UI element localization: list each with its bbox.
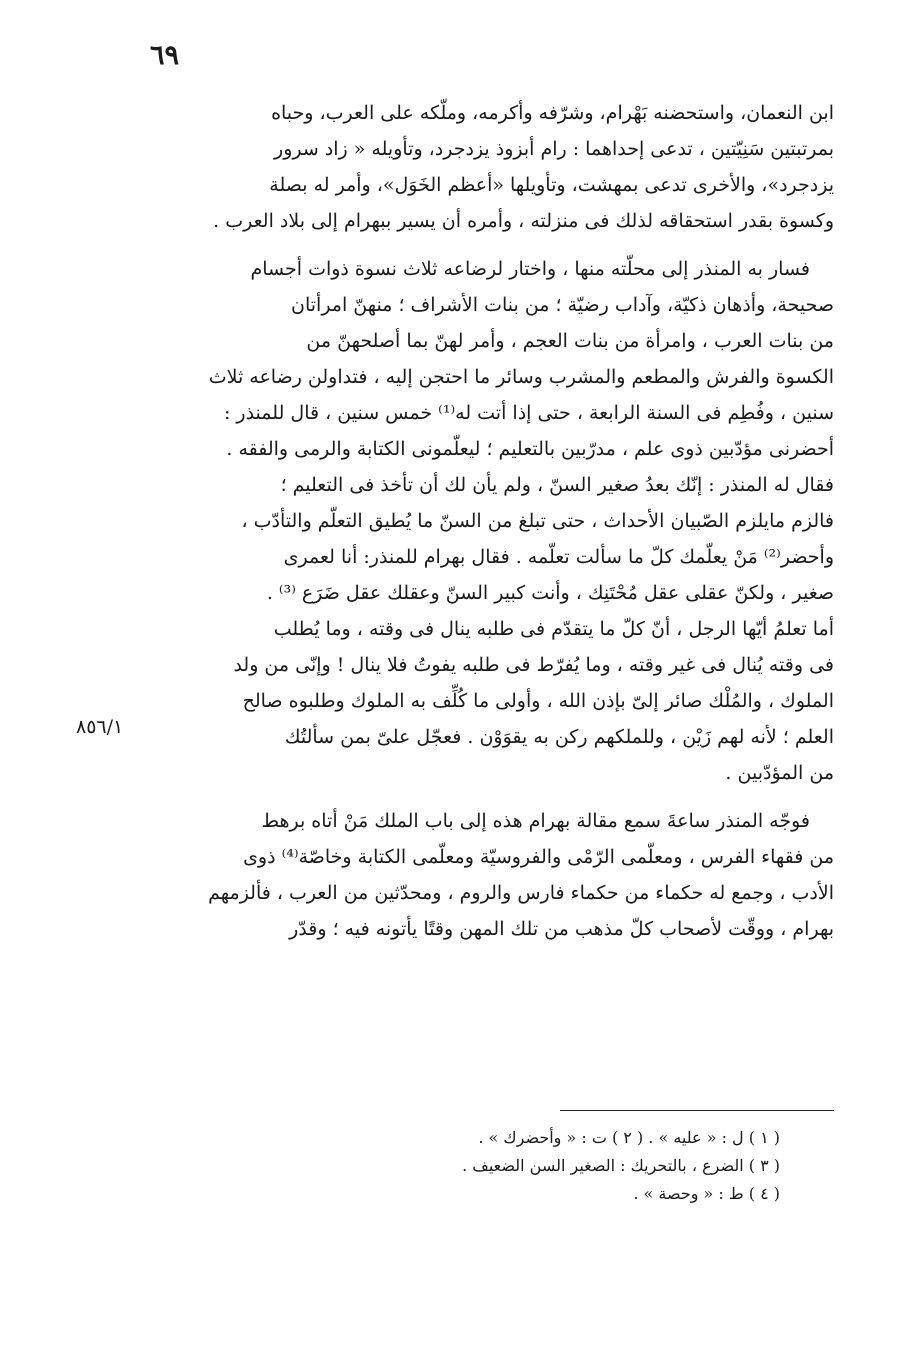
text-line: فى وقته يُنال فى غير وقته ، وما يُفرّط فى طلبه يفوتُ فلا ينال ! وإنّى من ولد <box>233 654 834 676</box>
text-line: صغير ، ولكنّ عقلى عقل مُحْتَنِك ، وأنت كبير السنّ وعقلك عقل ضَرَع ⁽³⁾ . <box>266 582 834 604</box>
text-line: الملوك ، والمُلْك صائر إلىّ بإذن الله ، وأولى ما كُلِّف به الملوك وطلبوه صالح <box>242 690 834 712</box>
footnote: ( ٣ ) الضرع ، بالتحريك : الصغير السن الضعيف . <box>462 1156 780 1175</box>
text-line: فسار به المنذر إلى محلّته منها ، واختار لرضاعه ثلاث نسوة ذوات أجسام <box>250 258 810 280</box>
footnote: ( ١ ) ل : « عليه » . ( ٢ ) ت : « وأحضرك » . <box>478 1128 780 1147</box>
paragraph-3 <box>160 803 834 947</box>
text-line: بهرام ، ووقّت لأصحاب كلّ مذهب من تلك المهن وقتًا يأتونه فيه ؛ وقدّر <box>289 918 834 940</box>
text-line: وكسوة بقدر استحقاقه لذلك فى منزلته ، وأمره أن يسير ببهرام إلى بلاد العرب . <box>213 210 834 232</box>
text-line: صحيحة، وأذهان ذكيّة، وآداب رضيّة ؛ من بنات الأشراف ؛ منهنّ امرأتان <box>291 294 834 316</box>
text-line: من فقهاء الفرس ، ومعلّمى الرّمْى والفروسيّة ومعلّمى الكتابة وخاصّة⁽⁴⁾ ذوى <box>243 846 834 868</box>
text-line: ابن النعمان، واستحضنه بَهْرام، وشرّفه وأكرمه، وملّكه على العرب، وحباه <box>271 102 834 124</box>
text-line: الكسوة والفرش والمطعم والمشرب وسائر ما احتجن إليه ، فتداولن رضاعه ثلاث <box>208 366 834 388</box>
margin-reference: ٨٥٦/١ <box>76 716 124 738</box>
text-line: من بنات العرب ، وامرأة من بنات العجم ، وأمر لهنّ بما أصلحهنّ من <box>306 330 834 352</box>
text-line: الأدب ، وجمع له حكماء من حكماء فارس والروم ، ومحدّثين من العرب ، فألزمهم <box>208 882 834 904</box>
paragraph-1 <box>160 95 834 239</box>
main-text <box>160 95 834 947</box>
text-line: فالزم مايلزم الصّبيان الأحداث ، حتى تبلغ من السنّ ما يُطيق التعلّم والتأدّب ، <box>241 510 834 532</box>
footnote: ( ٤ ) ط : « وحصة » . <box>633 1184 780 1203</box>
text-line: أحضرنى مؤدّبين ذوى علم ، مدرّبين بالتعليم ؛ ليعلّمونى الكتابة والرمى والفقه . <box>226 438 834 460</box>
text-line: أما تعلمُ أيّها الرجل ، أنّ كلّ ما يتقدّم فى طلبه ينال فى وقته ، وما يُطلب <box>273 618 834 640</box>
text-line: العلم ؛ لأنه لهم زَيْن ، وللملكهم ركن به يقوَوْن . فعجّل علىّ بمن سألتُك <box>284 726 834 748</box>
footnotes <box>160 1124 780 1208</box>
footnote-divider <box>560 1110 834 1111</box>
text-line: من المؤدّبين . <box>725 762 834 784</box>
paragraph-2 <box>160 251 834 791</box>
text-line: وأحضر⁽²⁾ مَنْ يعلّمك كلّ ما سألت تعلّمه . فقال بهرام للمنذر: أنا لعمرى <box>283 546 834 568</box>
text-line: بمرتبتين سَنِيّتين ، تدعى إحداهما : رام أبزوذ يزدجرد، وتأويله « زاد سرور <box>274 138 834 160</box>
text-line: فوجّه المنذر ساعةَ سمع مقالة بهرام هذه إلى باب الملك مَنْ أتاه برهط <box>261 810 810 832</box>
text-line: سنين ، وفُطِم فى السنة الرابعة ، حتى إذا أتت له⁽¹⁾ خمس سنين ، قال للمنذر : <box>223 402 834 424</box>
text-line: يزدجرد»، والأخرى تدعى بمهشت، وتأويلها «أعظم الخَوَل»، وأمر له بصلة <box>269 174 834 196</box>
text-line: فقال له المنذر : إنّك بعدُ صغير السنّ ، ولم يأن لك أن تأخذ فى التعليم ؛ <box>280 474 834 496</box>
page-number: ٦٩ <box>150 40 180 71</box>
